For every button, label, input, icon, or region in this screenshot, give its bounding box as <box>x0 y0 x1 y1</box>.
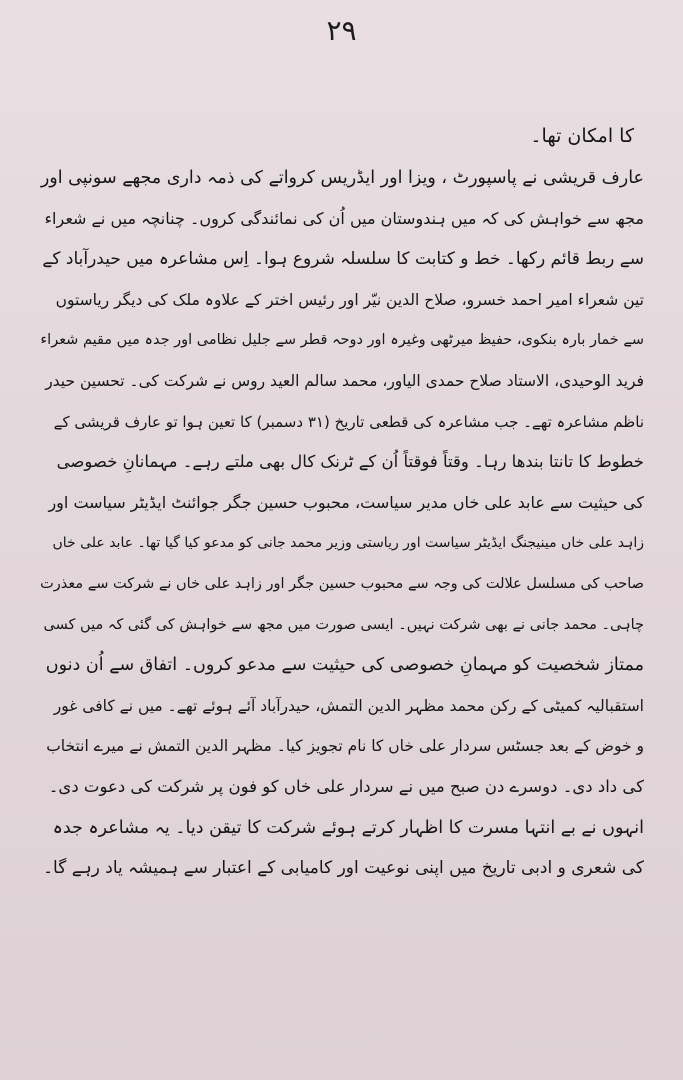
text-line-8: خطوط کا تانتا بندھا رہا۔ وقتاً فوقتاً اُن کے ٹرنک کال بھی ملتے رہے۔ مہمانانِ خصوصی <box>56 452 644 472</box>
text-line-3: سے ربط قائم رکھا۔ خط و کتابت کا سلسلہ شروع ہوا۔ اِس مشاعرہ میں حیدرآباد کے <box>42 249 644 270</box>
text-line-17: انہوں نے بے انتہا مسرت کا اظہار کرتے ہوئے شرکت کا تیقن دیا۔ یہ مشاعرہ جدہ <box>52 817 644 838</box>
text-line-4: تین شعراء امیر احمد خسرو، صلاح الدین نیّر اور رئیس اختر کے علاوہ ملک کی دیگر ریاستوں <box>55 290 644 309</box>
page-number: ۲۹ <box>326 14 357 47</box>
text-line-15: و خوض کے بعد جسٹس سردار علی خاں کا نام تجویز کیا۔ مظہر الدین التمش نے میرے انتخاب <box>46 737 644 756</box>
text-line-2: مجھ سے خواہش کی کہ میں ہندوستان میں اُن کی نمائندگی کروں۔ چنانچہ میں نے شعراء <box>44 208 644 228</box>
text-line-14: استقبالیہ کمیٹی کے رکن محمد مظہر الدین التمش، حیدرآباد آئے ہوئے تھے۔ میں نے کافی غور <box>53 696 644 715</box>
text-line-18: کی شعری و ادبی تاریخ میں اپنی نوعیت اور کامیابی کے اعتبار سے ہمیشہ یاد رہے گا۔ <box>43 858 644 879</box>
text-line-7: ناظم مشاعرہ تھے۔ جب مشاعرہ کی قطعی تاریخ (۳۱ دسمبر) کا تعین ہوا تو عارف قریشی کے <box>53 412 644 431</box>
text-line-11: صاحب کی مسلسل علالت کی وجہ سے محبوب حسین جگر اور زاہد علی خاں نے شرکت سے معذرت <box>40 575 644 592</box>
text-line-5: سے خمار بارہ بنکوی، حفیظ میرٹھی وغیرہ اور دوحہ قطر سے جلیل نظامی اور جدہ میں مقیم شعراء <box>40 332 644 349</box>
text-line-10: زاہد علی خاں مینیجنگ ایڈیٹر سیاست اور ریاستی وزیر محمد جانی کو مدعو کیا گیا تھا۔ عابد علی خاں <box>52 535 644 552</box>
opening-fragment: کا امکان تھا۔ <box>530 125 634 147</box>
text-line-6: فرید الوحیدی، الاستاد صلاح حمدی الیاور، محمد سالم العید روس نے شرکت کی۔ تحسین حیدر <box>45 371 644 390</box>
text-line-1: عارف قریشی نے پاسپورٹ ، ویزا اور ایڈریس کرواتے کی ذمہ داری مجھے سونپی اور <box>40 168 644 188</box>
text-line-12: چاہی۔ محمد جانی نے بھی شرکت نہیں۔ ایسی صورت میں مجھ سے خواہش کی گئی کہ میں کسی <box>43 616 644 633</box>
text-line-13: ممتاز شخصیت کو مہمانِ خصوصی کی حیثیت سے مدعو کروں۔ اتفاق سے اُن دنوں <box>45 655 644 676</box>
text-line-9: کی حیثیت سے عابد علی خاں مدیر سیاست، محبوب حسین جگر جوائنٹ ایڈیٹر سیاست اور <box>48 492 644 512</box>
body-text <box>40 118 644 889</box>
text-line-16: کی داد دی۔ دوسرے دن صبح میں نے سردار علی خاں کو فون پر شرکت کی دعوت دی۔ <box>48 776 644 796</box>
